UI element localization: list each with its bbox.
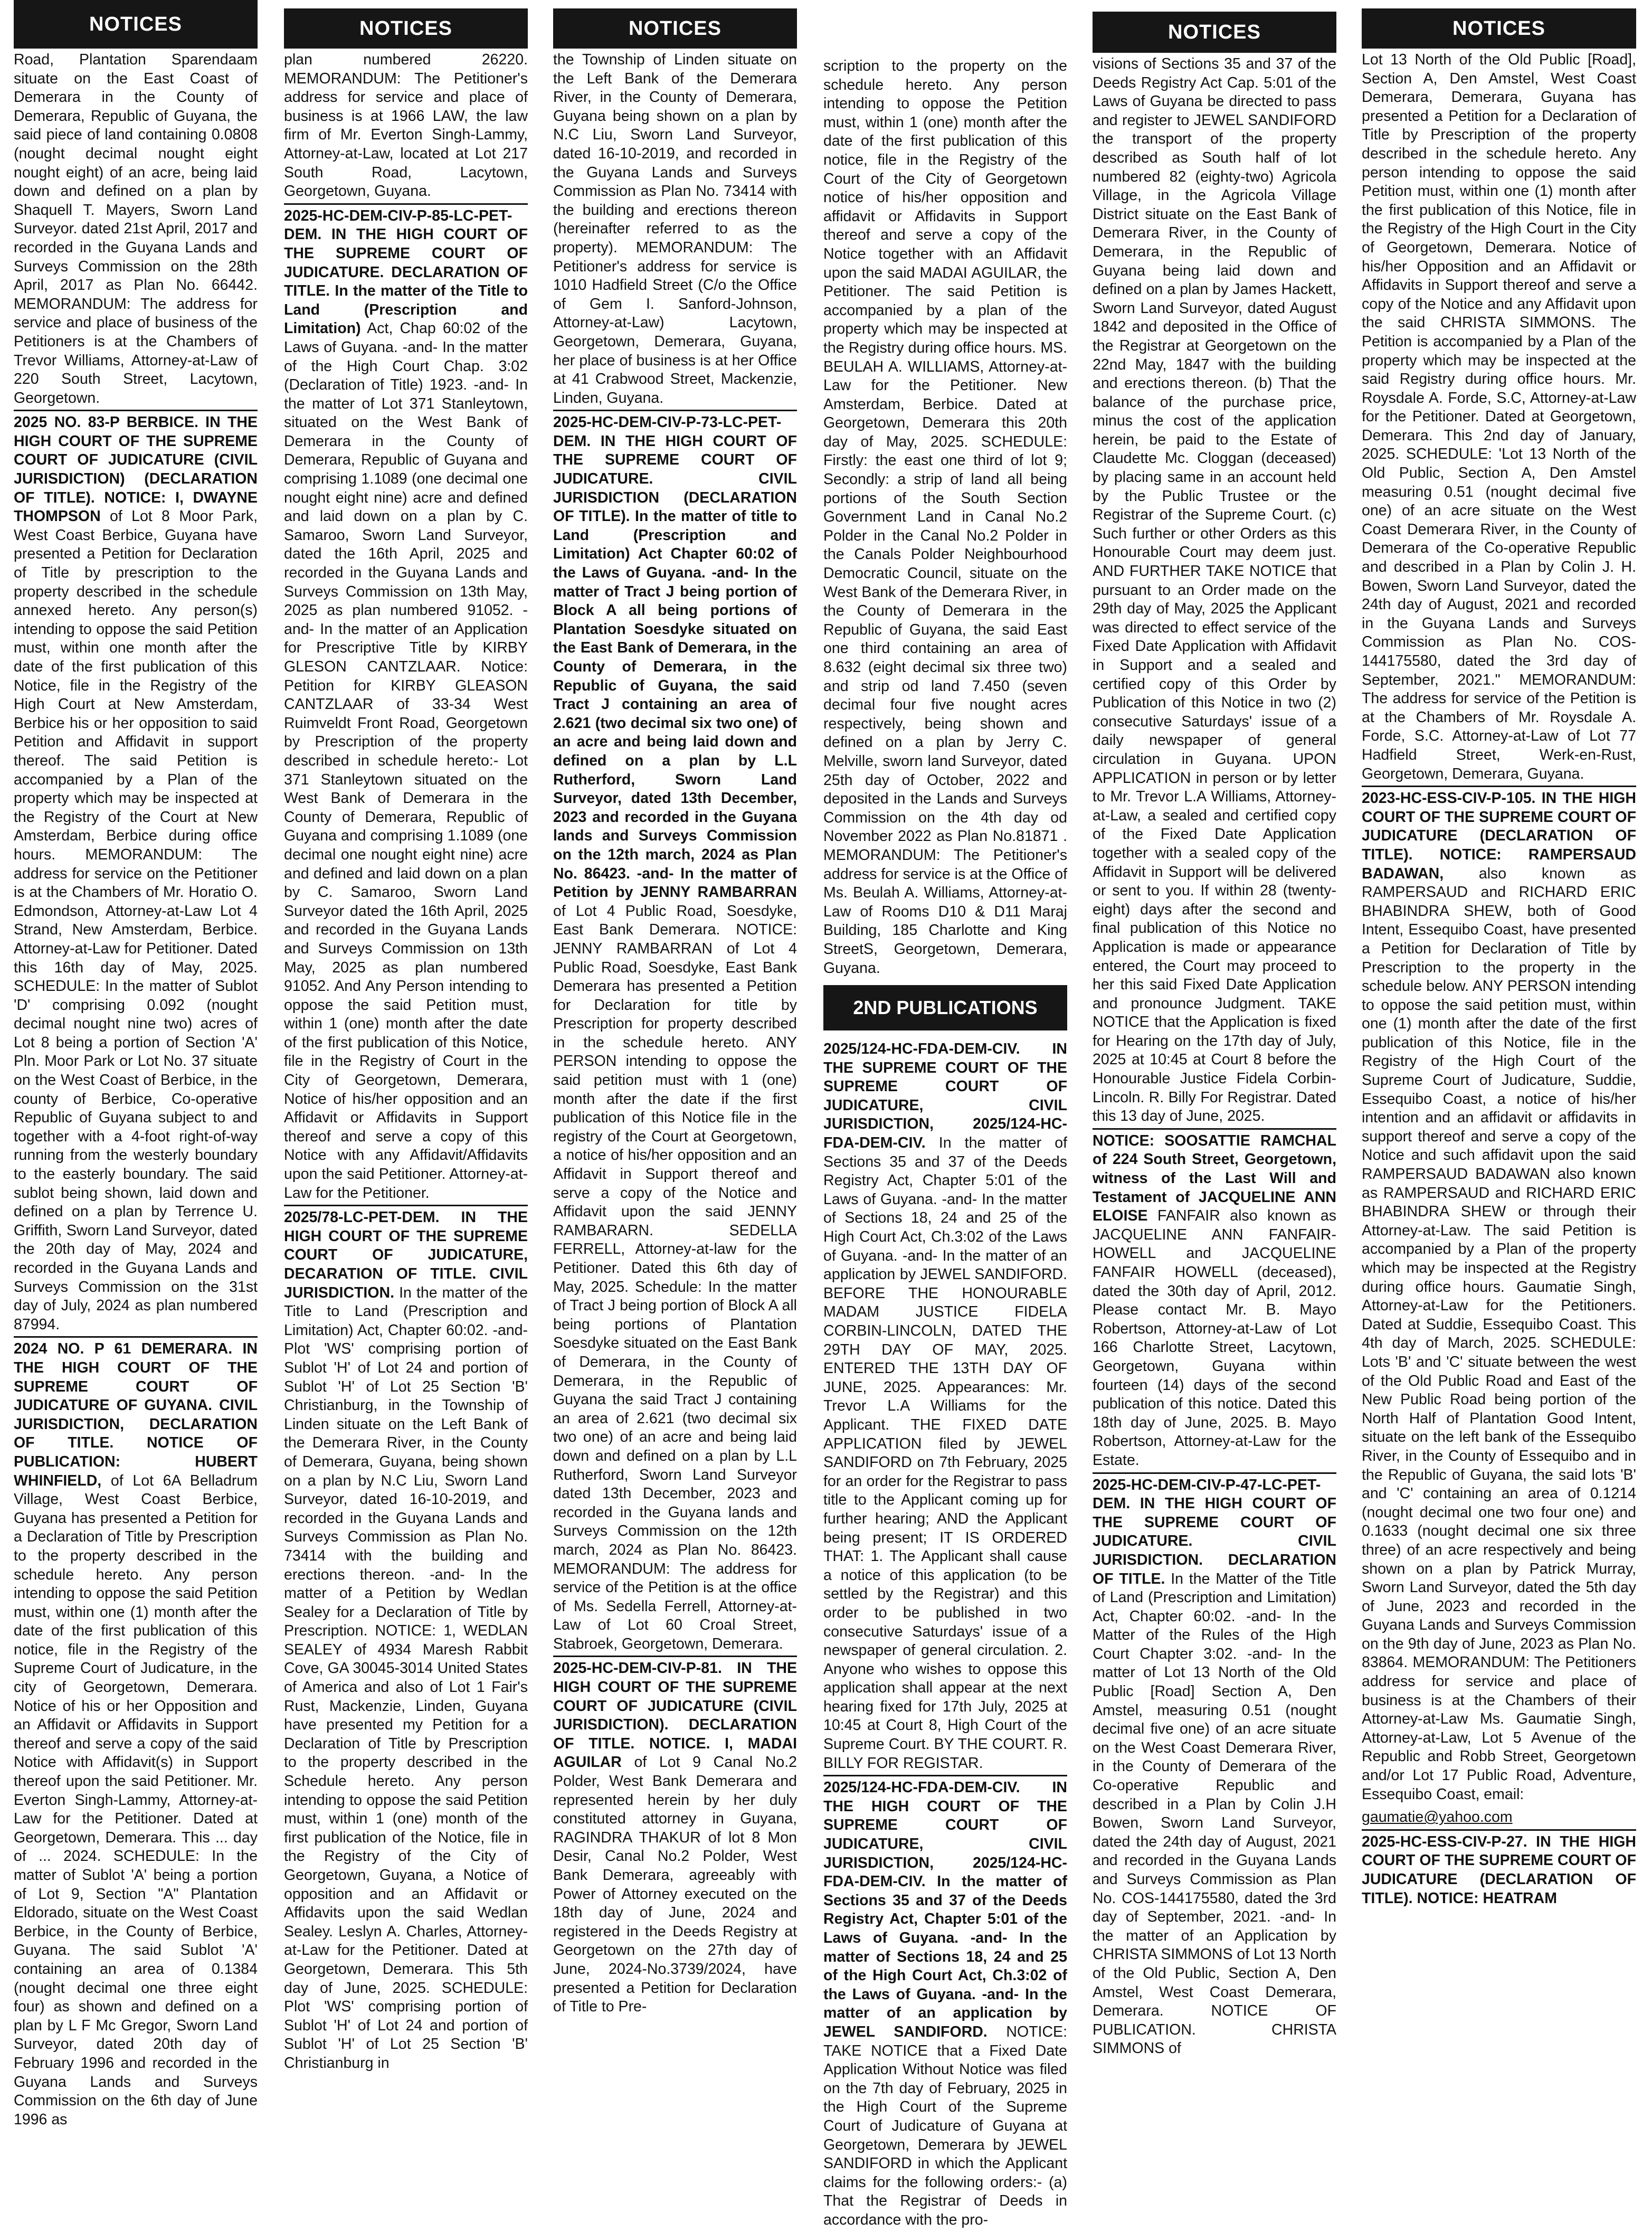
notice: NOTICE: SOOSATTIE RAMCHAL of 224 South Street, Georgetown, witness of the Last Will and Testament of JACQUELINE ANN ELOISE FANFAIR also known as JACQUELINE ANN FANFAIR-HOWELL and JACQUELINE FANFAIR HOWELL (deceased), dated the 30th day of April, 2012. Please contact Mr. B. Mayo Robertson, Attorney-at-Law of Lot 166 Charlotte Street, Lacytown, Georgetown, Guyana within fourteen (14) days of the second publication of this notice. Dated this 18th day of June, 2025. B. Mayo Robertson, Attorney-at-Law for the Estate. [1093, 1130, 1336, 1474]
notices-header: NOTICES [1093, 12, 1336, 53]
notice: 2023-HC-ESS-CIV-P-105. IN THE HIGH COURT OF THE SUPREME COURT OF JUDICATURE (DECLARATION OF TITLE). NOTICE: RAMPERSAUD BADAWAN, also known as RAMPERSAUD and RICHARD ERIC BHABINDRA SHEW, both of Good Intent, Essequibo Coast, have presented a Petition for Declaration of Title by Prescription to the property in the schedule below. ANY PERSON intending to oppose the said petition must, within one (1) month after the date of the first publication of this Notice, file in the Registry of the High Court of the Supreme Court of Judicature, Suddie, Essequibo Coast, a notice of his/her intention and an affidavit or affidavits in support thereof and serve a copy of the Notice and such affidavit upon the said RAMPERSAUD BADAWAN also known as RAMPERSAUD and RICHARD ERIC BHABINDRA SHEW or through their Attorney-at-Law. The said Petition is accompanied by a Plan of the property which may be inspected at the Registry during office hours. Gaumatie Singh, Attorney-at-Law for the Petitioners. Dated at Suddie, Essequibo Coast. This 4th day of March, 2025. SCHEDULE: Lots 'B' and 'C' situate between the west of the Old Public Road and East of the New Public Road being portion of the North Half of Plantation Good Intent, situate on the left bank of the Essequibo River, in the County of Essequibo and in the Republic of Guyana, the said lots 'B' and 'C' containing an area of 0.1214 (nought decimal one two four one) and 0.1633 (nought decimal one six three three) of an acre respectively and being shown on a plan by Patrick Murray, Sworn Land Surveyor, dated the 5th day of June, 2023 and recorded in the Guyana Lands and Surveys Commission on the 9th day of June, 2023 as Plan No. 83864. MEMORANDUM: The Petitioners address for service and place of business is at the Chambers of their Attorney-at-Law Ms. Gaumatie Singh, Attorney-at-Law, Lot 5 Avenue of the Republic and Robb Street, Georgetown and/or Lot 17 Public Road, Adventure, Essequibo Coast, email: [1362, 786, 1636, 1806]
column-body [823, 55, 1067, 980]
notice: 2025-HC-DEM-CIV-P-85-LC-PET-DEM. IN THE HIGH COURT OF THE SUPREME COURT OF JUDICATURE. DECLARATION OF TITLE. In the matter of the Title to Land (Prescription and Limitation) Act, Chap 60:02 of the Laws of Guyana. -and- In the matter of the High Court Chap. 3:02 (Declaration of Title) 1923. -and- In the matter of Lot 371 Stanleytown, situated on the West Bank of Demerara in the County of Demerara, Republic of Guyana and comprising 1.1089 (one decimal one nought eight nine) acre and defined and laid down on a plan by C. Samaroo, Sworn Land Surveyor, dated the 16th April, 2025 and recorded in the Guyana Lands and Surveys Commission on 13th May, 2025 as plan numbered 91052. -and- In the matter of an Application for Prescriptive Title by KIRBY GLESON CANTZLAAR. Notice: Petition for KIRBY GLEASON CANTZLAAR of 33-34 West Ruimveldt Front Road, Georgetown by Prescription of the property described in schedule hereto:- Lot 371 Stanleytown situated on the West Bank of Demerara in the County of Demerara, Republic of Guyana and comprising 1.1089 (one decimal one nought eight nine) acre and defined and laid down on a plan by C. Samaroo, Sworn Land Surveyor dated the 16th April, 2025 and recorded in the Guyana Lands and Surveys Commission on 13th May, 2025 as plan numbered 91052. And Any Person intending to oppose the said Petition must, within 1 (one) month after the date of the first publication of this Notice, file in the Registry of Court in the City of Georgetown, Demerara, Notice of his/her opposition and an Affidavit or Affidavits in Support thereof and serve a copy of this Notice with any Affidavit/Affidavits upon the said Petitioner. Attorney-at-Law for the Petitioner. [284, 205, 528, 1206]
notices-header: NOTICES [284, 8, 528, 49]
notice: 2025 NO. 83-P BERBICE. IN THE HIGH COURT OF THE SUPREME COURT OF JUDICATURE (CIVIL JURISDICTION) (DECLARATION OF TITLE). NOTICE: I, DWAYNE THOMPSON of Lot 8 Moor Park, West Coast Berbice, Guyana have presented a Petition for Declaration of Title by prescription to the property described in the schedule annexed hereto. Any person(s) intending to oppose the said Petition must, within one month after the date of the first publication of this Notice, file in the Registry of the High Court at New Amsterdam, Berbice his or her opposition to said Petition and Affidavit in support thereof. The said Petition is accompanied by a Plan of the property which may be inspected at the Registry of the Court at New Amsterdam, Berbice during office hours. MEMORANDUM: The address for service on the Petitioner is at the Chambers of Mr. Horatio O. Edmondson, Attorney-at-Law Lot 4 Strand, New Amsterdam, Berbice. Attorney-at-Law for Petitioner. Dated this 16th day of May, 2025. SCHEDULE: In the matter of Sublot 'D' comprising 0.092 (nought decimal nought nine two) acres of Lot 8 being a portion of Section 'A' Pln. Moor Park or Lot No. 37 situate on the West Coast of Berbice, in the county of Berbice, Co-operative Republic of Guyana subject to and together with a 4-foot right-of-way running from the westerly boundary to the easterly boundary. The said sublot being shown, laid down and defined on a plan by Terrence U. Griffith, Sworn Land Surveyor, dated the 20th day of May, 2024 and recorded in the Guyana Lands and Surveys Commission on the 31st day of July, 2024 as plan numbered 87994. [14, 411, 258, 1338]
notice-email [1362, 1806, 1636, 1831]
column-body [14, 49, 258, 2131]
notice: 2025-HC-DEM-CIV-P-81. IN THE HIGH COURT OF THE SUPREME COURT OF JUDICATURE (CIVIL JURISDICTION). DECLARATION OF TITLE. NOTICE. I, MADAI AGUILAR of Lot 9 Canal No.2 Polder, West Bank Demerara and represented herein by her duly constituted attorney in Guyana, RAGINDRA THAKUR of lot 8 Mon Desir, Canal No.2 Polder, West Bank Demerara, agreeably with Power of Attorney executed on the 18th day of June, 2024 and registered in the Deeds Registry at Georgetown on the 27th day of June, 2024-No.3739/2024, have presented a Petition for Declaration of Title to Pre- [553, 1660, 797, 2016]
notice: 2024 NO. P 61 DEMERARA. IN THE HIGH COURT OF THE SUPREME COURT OF JUDICATURE OF GUYANA. CIVIL JURISDICTION, DECLARATION OF TITLE. NOTICE OF PUBLICATION: HUBERT WHINFIELD, of Lot 6A Belladrum Village, West Coast Berbice, Guyana has presented a Petition for a Declaration of Title by Prescription to the property described in the schedule hereto. Any person intending to oppose the said Petition must, within one (1) month after the date of the first publication of this notice, file in the Registry of the Supreme Court of Judicature, in the city of Georgetown, Demerara. Notice of his or her Opposition and an Affidavit or Affidavits in Support thereof and serve a copy of the said Notice with Affidavit(s) in Support thereof upon the said Petitioner. Mr. Everton Singh-Lammy, Attorney-at-Law for the Petitioner. Dated at Georgetown, Demerara. This ... day of ... 2024. SCHEDULE: In the matter of Sublot 'A' being a portion of Lot 9, Section "A" Plantation Eldorado, situate on the West Coast Berbice, in the County of Berbice, Guyana. The said Sublot 'A' containing an area of 0.1384 (nought decimal one three eight four) as shown and defined on a plan by L F Mc Gregor, Sworn Land Surveyor, dated 20th day of February 1996 and recorded in the Guyana Lands and Surveys Commission on the 6th day of June 1996 as [14, 1340, 258, 2128]
column-body [823, 1038, 1067, 2231]
notice: 2025-HC-DEM-CIV-P-73-LC-PET-DEM. IN THE HIGH COURT OF THE SUPREME COURT OF JUDICATURE. CIVIL JURISDICTION (DECLARATION OF TITLE). In the matter of title to Land (Prescription and Limitation) Act Chapter 60:02 of the Laws of Guyana. -and- In the matter of Tract J being portion of Block A all being portions of Plantation Soesdyke situated on the East Bank of Demerara, in the County of Demerara, in the Republic of Guyana, the said Tract J containing an area of 2.621 (two decimal six two one) of an acre and being laid down and defined on a plan by L.L Rutherford, Sworn Land Surveyor, dated 13th December, 2023 and recorded in the Guyana lands and Surveys Commission on the 12th march, 2024 as Plan No. 86423. -and- In the matter of Petition by JENNY RAMBARRAN of Lot 4 Public Road, Soesdyke, East Bank Demerara. NOTICE: JENNY RAMBARRAN of Lot 4 Public Road, Soesdyke, East Bank Demerara has presented a Petition for Declaration for title by Prescription for property described in the schedule hereto. ANY PERSON intending to oppose the said petition must with 1 (one) month after the date if the first publication of this Notice file in the registry of the Court at Georgetown, a notice of his/her opposition and an Affidavit in Support thereof and serve a copy of the Notice and Affidavit upon the said JENNY RAMBARARN. SEDELLA FERRELL, Attorney-at-law for the Petitioner. Dated this 6th day of May, 2025. Schedule: In the matter of Tract J being portion of Block A all being portions of Plantation Soesdyke situated on the East Bank of Demerara, in the County of Demerara, in the Republic of Guyana the said Tract J containing an area of 2.621 (two decimal six two one) of an acre and being laid down and defined on a plan by L.L Rutherford, Sworn Land Surveyor dated 13th December, 2023 and recorded in the Guyana lands and Surveys Commission on the 12th march, 2024 as Plan No. 86423. MEMORANDUM: The address for service of the Petition is at the office of Ms. Sedella Ferrell, Attorney-at-Law of Lot 60 Croal Street, Stabroek, Georgetown, Demerara. [553, 411, 797, 1657]
notice: 2025-HC-DEM-CIV-P-47-LC-PET-DEM. IN THE HIGH COURT OF THE SUPREME COURT OF JUDICATURE. CIVIL JURISDICTION. DECLARATION OF TITLE. In the Matter of the Title of Land (Prescription and Limitation) Act, Chapter 60:02. -and- In the Matter of the Rules of the High Court Chapter 3:02. -and- In the matter of Lot 13 North of the Old Public [Road] Section A, Den Amstel, measuring 0.51 (nought decimal five one) of an acre situate on the West Coast Demerara River, in the County of Demerara of the Co-operative Republic and described in a Plan by Colin J.H Bowen, Sworn Land Surveyor, dated the 24th day of August, 2021 and recorded in the Guyana Lands and Surveys Commission as Plan No. COS-144175580, dated the 3rd day of September, 2021. -and- In the matter of an Application by CHRISTA SIMMONS of Lot 13 North of the Old Public, Section A, Den Amstel, West Coast Demerara, Demerara. NOTICE OF PUBLICATION. CHRISTA SIMMONS of [1093, 1476, 1336, 2057]
notice: plan numbered 26220. MEMORANDUM: The Petitioner's address for service and place of business is at 1966 LAW, the law firm of Mr. Everton Singh-Lammy, Attorney-at-Law, located at Lot 217 South Road, Lacytown, Georgetown, Guyana. [284, 49, 528, 205]
column-1 [14, 0, 258, 2188]
column-body [553, 49, 797, 2019]
second-publications-header: 2ND PUBLICATIONS [823, 985, 1067, 1030]
email-link[interactable]: gaumatie@yahoo.com [1362, 1809, 1513, 1826]
notice: scription to the property on the schedule hereto. Any person intending to oppose the Petition must, within 1 (one) month after the date of the first publication of this notice, file in the Registry of the Court of the City of Georgetown notice of his/her opposition and affidavit or Affidavits in Support thereof and serve a copy of the Notice together with an Affidavit upon the said MADAI AGUILAR, the Petitioner. The said Petition is accompanied by a plan of the property which may be inspected at the Registry during office hours. MS. BEULAH A. WILLIAMS, Attorney-at-Law for the Petitioner. New Amsterdam, Berbice. Dated at Georgetown, Demerara this 20th day of May, 2025. SCHEDULE: Firstly: the east one third of lot 9; Secondly: a strip of land all being portions of the South Section Government Land in Canal No.2 Polder in the Canal No.2 Polder in the Canals Polder Neighbourhood Democratic Council, situate on the West Bank of the Demerara River, in the County of Demerara in the Republic of Guyana, the said East one third containing an area of 8.632 (eight decimal six three two) and strip od land 7.450 (seven decimal four five nought acres respectively, being shown and defined on a plan by Jerry C. Melville, sworn land Surveyor, dated 25th day of October, 2022 and deposited in the Lands and Surveys Commission on the 4th day od November 2022 as Plan No.81871 . MEMORANDUM: The Petitioner's address for service is at the Office of Ms. Beulah A. Williams, Attorney-at-Law of Rooms D10 & D11 Maraj Building, 185 Charlotte and King StreetS, Georgetown, Demerara, Guyana. [823, 58, 1068, 977]
notice: Lot 13 North of the Old Public [Road], Section A, Den Amstel, West Coast Demerara, Demerara, Guyana has presented a Petition for a Declaration of Title by Prescription of the property described in the schedule hereto. Any person intending to oppose the said Petition must, within one (1) month after the first publication of this Notice, file in the Registry of the High Court in the City of Georgetown, Demerara. Notice of his/her Opposition and an Affidavit or Affidavits in Support thereof and serve a copy of the Notice and any Affidavit upon the said CHRISTA SIMMONS. The Petition is accompanied by a Plan of the property which may be inspected at the said Registry during office hours. Mr. Roysdale A. Forde, S.C, Attorney-at-Law for the Petitioner. Dated at Georgetown, Demerara. This 2nd day of January, 2025. SCHEDULE: 'Lot 13 North of the Old Public, Section A, Den Amstel measuring 0.51 (nought decimal five one) of an acre situate on the West Coast Demerara River, in the County of Demerara of the Co-operative Republic and described in a Plan by Colin J. H. Bowen, Sworn Land Surveyor, dated the 24th day of August, 2021 and recorded in the Guyana Lands and Surveys Commission as Plan No. COS-144175580, dated the 3rd day of September, 2021." MEMORANDUM: The address for service of the Petition is at the Chambers of Mr. Roysdale A. Forde, S.C. Attorney-at-Law of Lot 77 Hadfield Street, Werk-en-Rust, Georgetown, Demerara, Guyana. [1362, 51, 1636, 782]
notices-header: NOTICES [1362, 8, 1636, 49]
notice: Road, Plantation Sparendaam situate on the East Coast of Demerara in the County of Demerara, Republic of Guyana, the said piece of land containing 0.0808 (nought decimal nought eight nought eight) of an acre, being laid down and defined on a plan by Shaquell T. Mayers, Sworn Land Surveyor. dated 21st April, 2017 and recorded in the Guyana Lands and Surveys Commission on the 28th April, 2017 as Plan No. 66442. MEMORANDUM: The address for service and place of business of the Petitioners is at the Chambers of Trevor Williams, Attorney-at-Law of 220 South Street, Lacytown, Georgetown. [14, 49, 258, 411]
notices-header: NOTICES [14, 0, 258, 49]
column-body [1093, 53, 1336, 2060]
notice: 2025/78-LC-PET-DEM. IN THE HIGH COURT OF THE SUPREME COURT OF JUDICATURE, DECARATION OF TITLE. CIVIL JURISDICTION. In the matter of the Title to Land (Prescription and Limitation) Act, Chapter 60:02. -and- Plot 'WS' comprising portion of Sublot 'H' of Lot 24 and portion of Sublot 'H' of Lot 25 Section 'B' Christianburg, in the Township of Linden situate on the Left Bank of the Demerara River, in the County of Demerara, Guyana, being shown on a plan by N.C Liu, Sworn Land Surveyor, dated 16-10-2019, and recorded in the Guyana Lands and Surveys Commission as Plan No. 73414 with the building and erections thereon. -and- In the matter of a Petition by Wedlan Sealey for a Declaration of Title by Prescription. NOTICE: 1, WEDLAN SEALEY of 4934 Maresh Rabbit Cove, GA 30045-3014 United States of America and also of Lot 1 Fair's Rust, Mackenzie, Linden, Guyana have presented my Petition for a Declaration of Title by Prescription to the property described in the Schedule hereto. Any person intending to oppose the said Petition must, within 1 (one) month of the first publication of the Notice, file in the Registry of the City of Georgetown, Guyana, a Notice of opposition and an Affidavit or Affidavits upon the said Wedlan Sealey. Leslyn A. Charles, Attorney-at-Law for the Petitioner. Dated at Georgetown, Demerara. This 5th day of June, 2025. SCHEDULE: Plot 'WS' comprising portion of Sublot 'H' of Lot 24 and portion of Sublot 'H' of Lot 25 Section 'B' Christianburg in [284, 1209, 528, 2072]
column-body [1362, 49, 1636, 1910]
notices-header: NOTICES [553, 8, 797, 49]
notice: 2025-HC-ESS-CIV-P-27. IN THE HIGH COURT OF THE SUPREME COURT OF JUDICATURE (DECLARATION OF TITLE). NOTICE: HEATRAM [1362, 1833, 1636, 1907]
column-3 [553, 0, 797, 2188]
column-6 [1362, 0, 1636, 2188]
column-5 [1093, 0, 1336, 2188]
column-2 [284, 0, 528, 2188]
notice: 2025/124-HC-FDA-DEM-CIV. IN THE HIGH COURT OF THE SUPREME COURT OF JUDICATURE, CIVIL JURISDICTION, 2025/124-HC-FDA-DEM-CIV. In the matter of Sections 35 and 37 of the Deeds Registry Act, Chapter 5:01 of the Laws of Guyana. -and- In the matter of Sections 18, 24 and 25 of the High Court Act, Ch.3:02 of the Laws of Guyana. -and- In the matter of an application by JEWEL SANDIFORD. NOTICE: TAKE NOTICE that a Fixed Date Application Without Notice was filed on the 7th day of February, 2025 in the High Court of the Supreme Court of Judicature of Guyana at Georgetown, Demerara by JEWEL SANDIFORD in which the Applicant claims for the following orders:- (a) That the Registrar of Deeds in accordance with the pro- [823, 1779, 1067, 2228]
column-body [284, 49, 528, 2075]
column-4 [823, 0, 1068, 2228]
notice: the Township of Linden situate on the Left Bank of the Demerara River, in the County of Demerara, Guyana being shown on a plan by N.C Liu, Sworn Land Surveyor, dated 16-10-2019, and recorded in the Guyana Lands and Surveys Commission as Plan No. 73414 with the building and erections thereon (hereinafter referred to as the property). MEMORANDUM: The Petitioner's address for service is 1010 Hadfield Street (C/o the Office of Gem I. Sanford-Johnson, Attorney-at-Law) Lacytown, Georgetown, Demerara, Guyana, her place of business is at her Office at 41 Crabwood Street, Mackenzie, Linden, Guyana. [553, 49, 797, 411]
notice: 2025/124-HC-FDA-DEM-CIV. IN THE SUPREME COURT OF THE SUPREME COURT OF JUDICATURE, CIVIL JURISDICTION, 2025/124-HC-FDA-DEM-CIV. In the matter of Sections 35 and 37 of the Deeds Registry Act, Chapter 5:01 of the Laws of Guyana. -and- In the matter of Sections 18, 24 and 25 of the High Court Act, Ch.3:02 of the Laws of Guyana. -and- In the matter of an application by JEWEL SANDIFORD. BEFORE THE HONOURABLE MADAM JUSTICE FIDELA CORBIN-LINCOLN, DATED THE 29TH DAY OF MAY, 2025. ENTERED THE 13TH DAY OF JUNE, 2025. Appearances: Mr. Trevor L.A Williams for the Applicant. THE FIXED DATE APPLICATION filed by JEWEL SANDIFORD on 7th February, 2025 for an order for the Registrar to pass title to the Applicant coming up for further hearing; AND the Applicant being present; IT IS ORDERED THAT: 1. The Applicant shall cause a notice of this application (to be settled by the Registrar) and this order to be published in two consecutive Saturdays' issue of a newspaper of general circulation. 2. Anyone who wishes to oppose this application shall appear at the next hearing fixed for 17th July, 2025 at 10:45 at Court 8, High Court of the Supreme Court. BY THE COURT. R. BILLY FOR REGISTAR. [823, 1038, 1067, 1776]
notice: visions of Sections 35 and 37 of the Deeds Registry Act Cap. 5:01 of the Laws of Guyana be directed to pass and register to JEWEL SANDIFORD the transport of the property described as South half of lot numbered 82 (eighty-two) Agricola Village, in the Agricola Village District situate on the East Bank of Demerara River, in the County of Demerara, in the Republic of Guyana being laid down and defined on a plan by James Hackett, Sworn Land Surveyor, dated August 1842 and deposited in the Office of the Registrar at Georgetown on the 22nd May, 1847 with the building and erections thereon. (b) That the balance of the purchase price, minus the cost of the application herein, be paid to the Estate of Claudette Mc. Cloggan (deceased) by placing same in an account held by the Public Trustee or the Registrar of the Supreme Court. (c) Such further or other Orders as this Honourable Court may deem just. AND FURTHER TAKE NOTICE that pursuant to an Order made on the 29th day of May, 2025 the Applicant was directed to effect service of the Fixed Date Application with Affidavit in Support and a sealed and certified copy of this Order by Publication of this Notice in two (2) consecutive Saturdays' issue of a daily newspaper of general circulation in Guyana. UPON APPLICATION in person or by letter to Mr. Trevor L.A Williams, Attorney-at-Law, a sealed and certified copy of the Fixed Date Application together with a sealed copy of the Affidavit in Support will be delivered or sent to you. If within 28 (twenty-eight) days after the second and final publication of this Notice no Application is made or appearance entered, the Court may proceed to her this said Fixed Date Application and pronounce Judgment. TAKE NOTICE that the Application is fixed for Hearing on the 17th day of July, 2025 at 10:45 at Court 8 before the Honourable Justice Fidela Corbin-Lincoln. R. Billy For Registrar. Dated this 13 day of June, 2025. [1093, 53, 1336, 1130]
